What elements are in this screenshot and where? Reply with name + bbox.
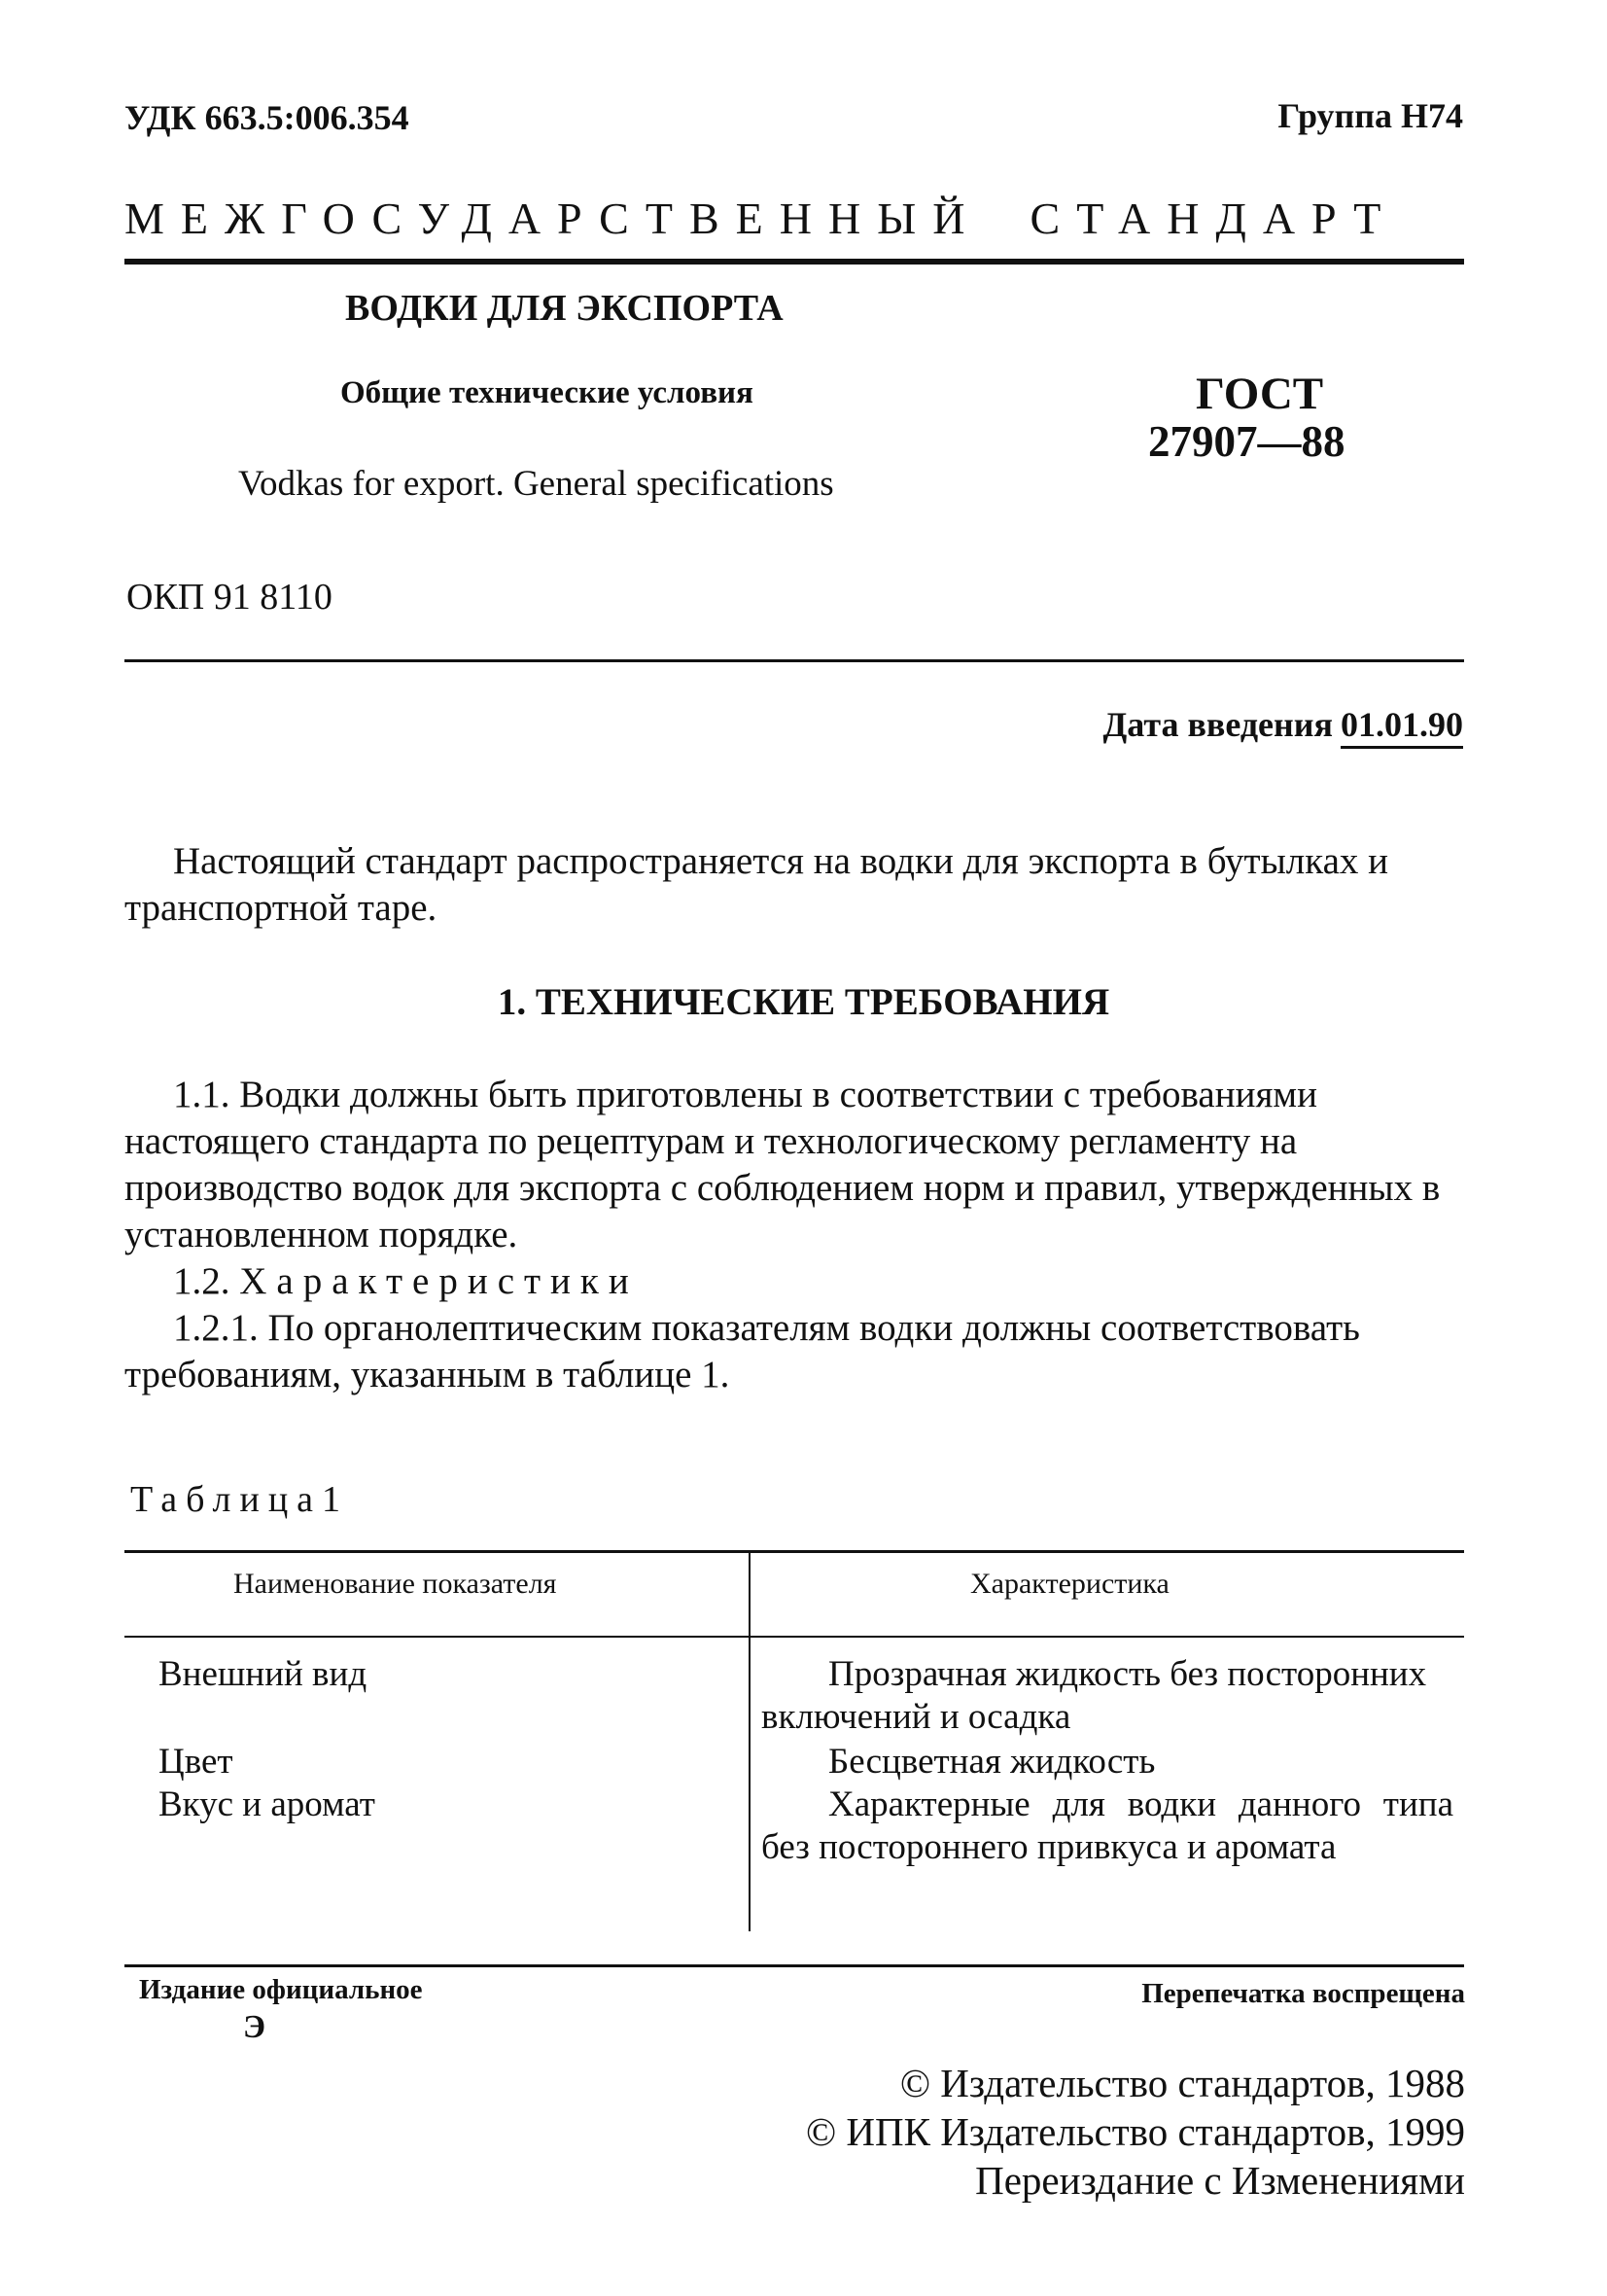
english-title: Vodkas for export. General specifications [238,464,834,504]
introduction-date-value: 01.01.90 [1341,705,1463,749]
gost-label: ГОСТ [1196,369,1324,419]
standard-word: СТАНДАРТ [1030,194,1398,243]
scope-paragraph: Настоящий стандарт распространяется на водки для экспорта в бутылках и транспортной таре. [124,840,1389,929]
official-edition: Издание официальное [139,1974,423,2005]
table-header-rule [124,1636,1464,1638]
group-code: Группа Н74 [1277,96,1463,135]
paragraph-1-2-number: 1.2. [173,1260,230,1302]
paragraph-1-1: 1.1. Водки должны быть приготовлены в соответствии с требованиями настоящего стандарта по рецептурам и технологическому регламенту на производство водок для экспорта с соблюдением норм и правил, утвержденных в установленном порядке. [124,1074,1441,1255]
header-rule [124,259,1464,265]
paragraph-1-2 [124,1258,1464,1305]
document-subtitle: Общие технические условия [340,375,753,410]
okp-rule [124,659,1464,662]
interstate-standard-heading [124,193,1397,244]
table-header-characteristic: Характеристика [970,1568,1170,1600]
introduction-date-label: Дата введения [1102,705,1333,744]
footer-rule [124,1964,1464,1967]
okp-code: ОКП 91 8110 [126,577,332,618]
copyright-1988: © Издательство стандартов, 1988 [899,2061,1465,2105]
table-header-indicator: Наименование показателя [233,1568,557,1600]
interstate-word: МЕЖГОСУДАРСТВЕННЫЙ [124,194,982,243]
table-row-value: Характерные для водки данного типа без постороннего привкуса и аромата [761,1784,1453,1867]
paragraph-1-2-heading: Характеристики [239,1260,639,1302]
copyright-1999: © ИПК Издательство стандартов, 1999 [805,2109,1465,2154]
table-column-divider [749,1552,751,1931]
table-row-value: Прозрачная жидкость без посторонних включений и осадка [761,1654,1427,1737]
paragraph-1-2-1: 1.2.1. По органолептическим показателям водки должны соответствовать требованиям, указанным в таблице 1. [124,1307,1360,1395]
table-top-rule [124,1550,1464,1553]
table-row-label: Цвет [158,1742,233,1782]
table-caption: Таблица1 [130,1479,350,1520]
table-row-value: Бесцветная жидкость [828,1742,1156,1782]
section-heading: 1. ТЕХНИЧЕСКИЕ ТРЕБОВАНИЯ [497,981,1110,1023]
table-row-label: Внешний вид [158,1654,367,1694]
reissue-note: Переиздание с Изменениями [975,2158,1465,2203]
document-title: ВОДКИ ДЛЯ ЭКСПОРТА [345,288,784,329]
udk-code: УДК 663.5:006.354 [124,98,409,137]
reprint-prohibited: Перепечатка воспрещена [1141,1978,1465,2009]
table-row-label: Вкус и аромат [158,1784,375,1824]
introduction-date [1103,704,1464,745]
edition-mark: Э [243,2009,266,2045]
gost-number: 27907—88 [1148,417,1345,466]
